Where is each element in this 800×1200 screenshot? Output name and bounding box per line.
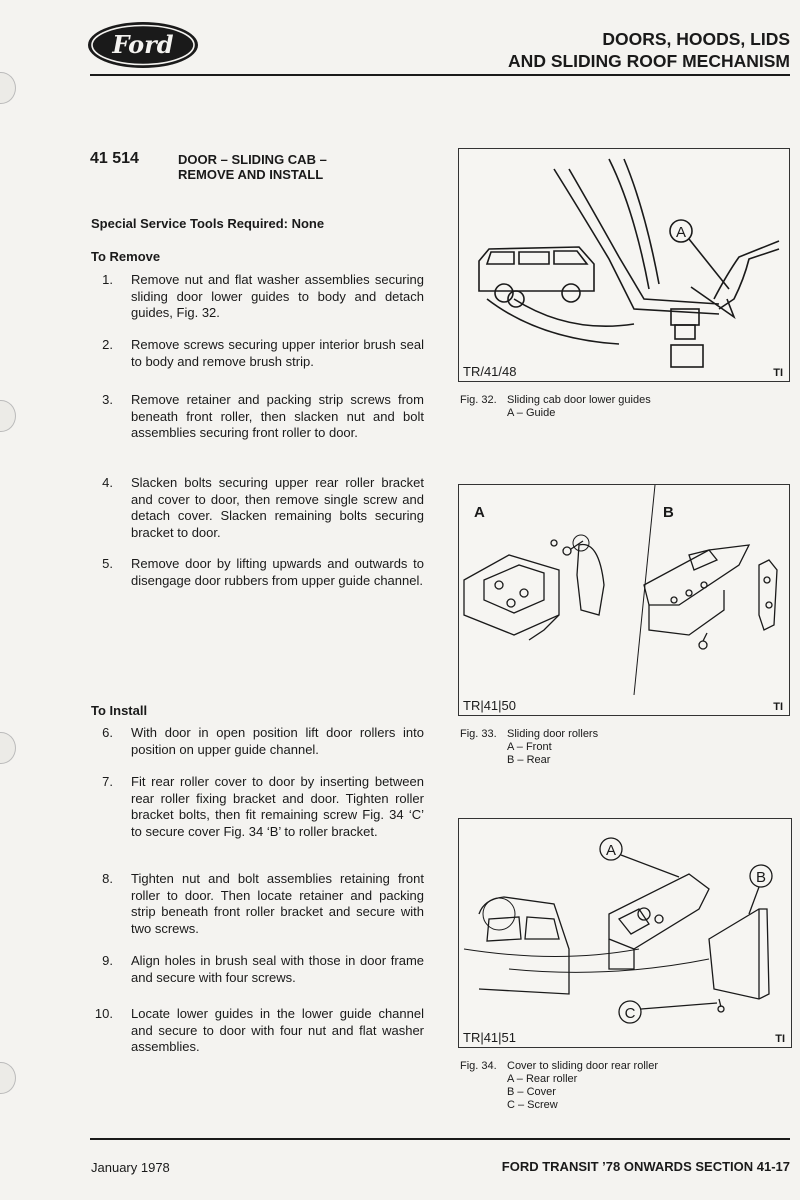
figure-32: [458, 148, 790, 382]
callout-a-label: A: [675, 224, 687, 241]
lower-guide-illustration: [459, 149, 789, 381]
step-6: 6. With door in open position lift door rollers into position on upper guide channel.: [102, 725, 424, 757]
figure-33: [458, 484, 790, 716]
figure-ref: TR/41/48: [463, 364, 517, 379]
figure-34-caption: Fig. 34. Cover to sliding door rear roller A – Rear roller B – Cover C – Screw: [460, 1060, 659, 1111]
figure-34: [458, 818, 792, 1048]
ford-logo: [86, 20, 200, 70]
header-rule: [90, 74, 790, 76]
section-title: DOOR – SLIDING CAB – REMOVE AND INSTALL: [178, 152, 327, 182]
callout-b-label: B: [663, 504, 674, 521]
step-8: 8. Tighten nut and bolt assemblies retaining front roller to door. Then locate retainer and packing strip beneath front roller bracket and secure with two screws.: [102, 871, 424, 936]
footer-rule: [90, 1138, 790, 1140]
figure-33-caption: Fig. 33. Sliding door rollers A – Front B – Rear: [460, 728, 599, 766]
callout-c-label: C: [624, 1005, 636, 1022]
callout-b-label: B: [755, 869, 767, 886]
figure-mark: TI: [775, 1033, 785, 1045]
figure-mark: TI: [773, 367, 783, 379]
step-1: 1. Remove nut and flat washer assemblies securing sliding door lower guides to body and detach guides, Fig. 32.: [102, 272, 424, 320]
footer-date: January 1978: [91, 1160, 170, 1175]
section-number: 41 514: [90, 150, 139, 167]
figure-32-caption: Fig. 32. Sliding cab door lower guides A – Guide: [460, 394, 651, 419]
door-rollers-illustration: [459, 485, 789, 715]
punch-hole: [0, 400, 16, 432]
step-3: 3. Remove retainer and packing strip screws from beneath front roller, then slacken nut and bolt assemblies securing front roller to door.: [102, 392, 424, 440]
step-10: 10. Locate lower guides in the lower guide channel and secure to door with four nut and flat washer assemblies.: [94, 1006, 424, 1054]
step-5: 5. Remove door by lifting upwards and outwards to disengage door rubbers from upper guide channel.: [102, 556, 424, 588]
callout-a-label: A: [605, 842, 617, 859]
punch-hole: [0, 732, 16, 764]
figure-ref: TR|41|51: [463, 1030, 517, 1045]
rear-roller-cover-illustration: [459, 819, 791, 1047]
figure-ref: TR|41|50: [463, 698, 517, 713]
step-7: 7. Fit rear roller cover to door by inserting between rear roller fixing bracket and door. Tighten roller bracket bolts, then fit remaining screw Fig. 34 ‘C’ to secure cover Fig. 34 ‘B’ to roller bracket.: [102, 774, 424, 839]
figure-mark: TI: [773, 701, 783, 713]
svg-text:Ford: Ford: [112, 30, 174, 59]
step-2: 2. Remove screws securing upper interior brush seal to body and remove brush strip.: [102, 337, 424, 369]
install-heading: To Install: [91, 703, 148, 718]
footer-section: FORD TRANSIT ’78 ONWARDS SECTION 41-17: [501, 1159, 790, 1174]
callout-a-label: A: [474, 504, 485, 521]
remove-heading: To Remove: [91, 249, 161, 264]
step-4: 4. Slacken bolts securing upper rear roller bracket and cover to door, then remove single screw and detach cover. Slacken remaining bolts securing bracket to door.: [102, 475, 424, 540]
chapter-title: DOORS, HOODS, LIDS AND SLIDING ROOF MECHANISM: [508, 29, 790, 71]
punch-hole: [0, 1062, 16, 1094]
tools-note: Special Service Tools Required: None: [91, 216, 325, 231]
punch-hole: [0, 72, 16, 104]
step-9: 9. Align holes in brush seal with those in door frame and secure with four screws.: [102, 953, 424, 985]
